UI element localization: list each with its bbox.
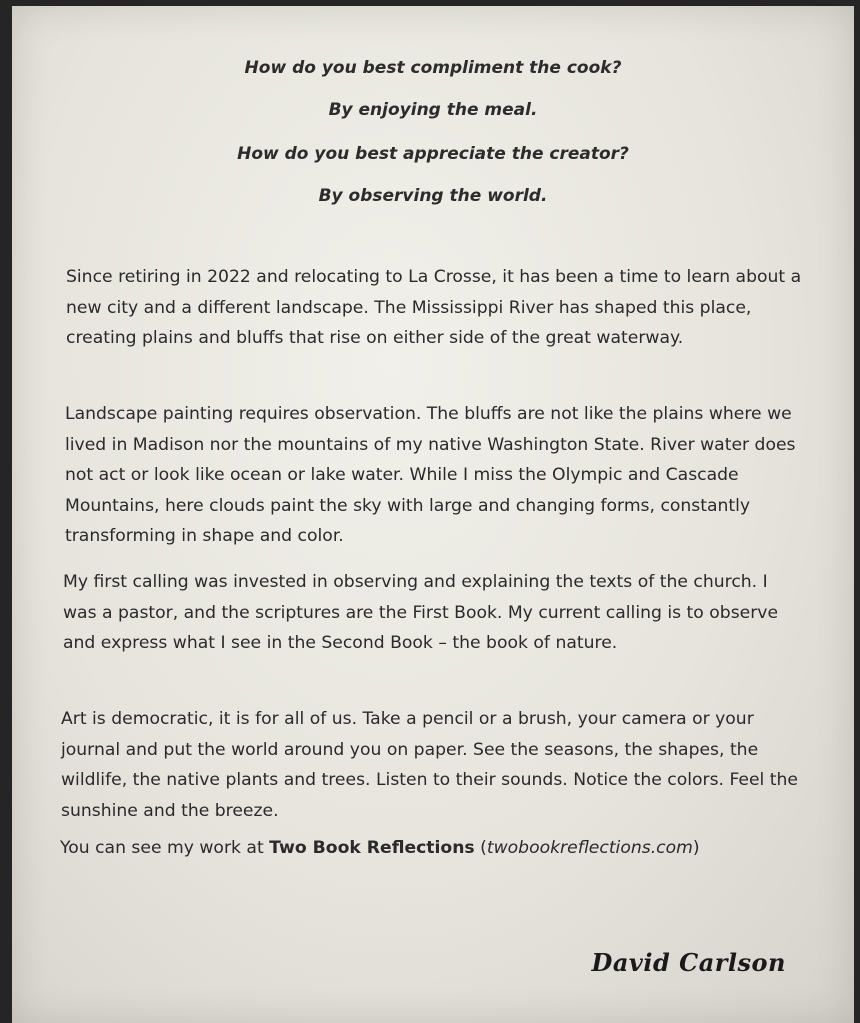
statement-paragraph: Art is democratic, it is for all of us. Take a pencil or a brush, your camera or your journal and put the world around you on paper. See the seasons, the shapes, the wildlife, the native plants and trees. Listen to their sounds. Notice the colors. Feel the sunshine and the breeze. (61, 709, 799, 821)
quote-line: By enjoying the meal. (328, 100, 538, 120)
quote-line: By observing the world. (318, 186, 548, 206)
website-url: twobookreflections.com (486, 838, 693, 858)
quote-line: How do you best appreciate the creator? (237, 144, 629, 164)
website-prefix: You can see my work at (60, 838, 270, 858)
statement-paragraph: Landscape painting requires observation. The bluffs are not like the plains where we lived in Madison nor the mountains of my native Washington State. River water does not act or look like ocean or lake water. While I miss the Olympic and Cascade Mountains, here clouds paint the sky with large and changing forms, constantly transforming in shape and color. (65, 404, 796, 546)
quote-line: How do you best compliment the cook? (244, 58, 622, 78)
statement-paragraph: Since retiring in 2022 and relocating to La Crosse, it has been a time to learn about a new city and a different landscape. The Mississippi River has shaped this place, creating plains and bluffs that rise on either side of the great waterway. (66, 267, 802, 348)
open-paren: ( (474, 838, 487, 858)
website-name: Two Book Reflections (269, 838, 475, 858)
statement-paragraph: My first calling was invested in observing and explaining the texts of the church. I was a pastor, and the scriptures are the First Book. My current calling is to observe and express what I see in the Second Book – the book of nature. (63, 572, 779, 653)
artist-signature: David Carlson (591, 948, 786, 977)
artist-statement-card (12, 6, 854, 1023)
website-reference (60, 833, 820, 864)
close-paren: ) (692, 838, 700, 858)
